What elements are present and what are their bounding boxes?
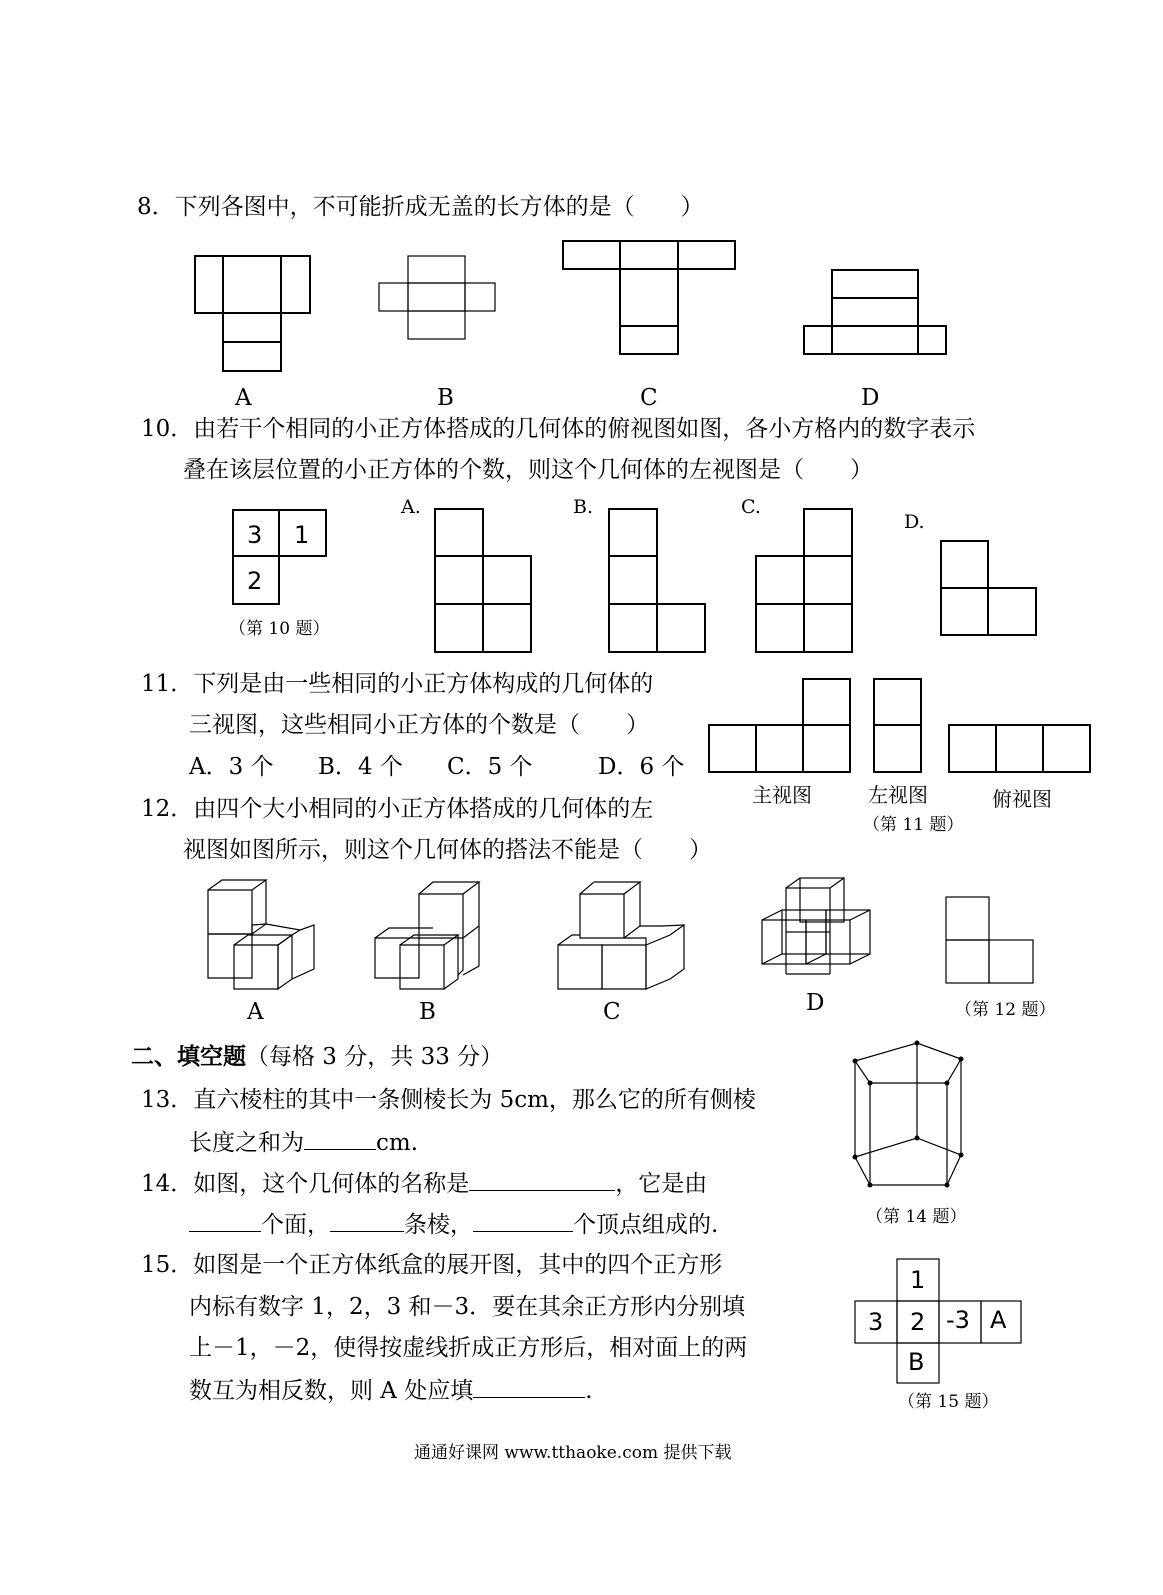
q14-prefix: 14．如图，这个几何体的名称是 [141,1171,470,1197]
q10-question-line1: 10．由若干个相同的小正方体搭成的几何体的俯视图如图，各小方格内的数字表示 [141,416,976,442]
q10-option-c-label: C. [741,496,761,518]
q12-question-line1: 12．由四个大小相同的小正方体搭成的几何体的左 [141,796,654,822]
q10-option-d-label: D. [904,511,925,533]
q15-net-label-neg3: -3 [946,1306,970,1334]
q12-option-d-label: D [806,990,825,1016]
q11-top-view-label: 俯视图 [992,787,1052,811]
q11-top-view [949,725,1090,772]
q8-option-a-label: A [235,385,252,411]
q14-name-blank[interactable] [469,1168,615,1191]
q12-option-c-cubes [558,882,684,989]
q8-net-d [804,270,946,354]
q13-question-line1: 13．直六棱柱的其中一条侧棱长为 5cm，那么它的所有侧棱 [141,1087,756,1113]
q14-part3: 个顶点组成的. [573,1212,719,1238]
q15-net-label-a: A [990,1306,1007,1334]
q10-grid-number-3: 3 [247,521,263,549]
section2-heading [131,1042,503,1072]
q10-caption: （第 10 题） [229,619,330,639]
q15-caption: （第 15 题） [898,1392,999,1412]
q8-question: 8．下列各图中，不可能折成无盖的长方体的是（ ） [137,194,704,220]
q14-part1: 个面， [261,1212,330,1238]
q10-option-a-view [435,509,531,652]
q10-option-b-view [609,509,705,652]
q10-grid-number-1: 1 [294,521,310,549]
q11-choice-b: B．4 个 [318,754,403,780]
q8-net-b [379,256,495,339]
q11-choice-a: A．3 个 [189,754,274,780]
q10-question-line2: 叠在该层位置的小正方体的个数，则这个几何体的左视图是（ ） [183,457,873,483]
q10-option-c-view [756,509,852,652]
q12-option-a-cubes [208,880,314,989]
q12-option-a-label: A [247,999,264,1025]
q14-pentagonal-prism [853,1041,964,1188]
q15-net-label-1: 1 [910,1266,926,1294]
q10-grid-number-2: 2 [247,567,263,595]
q14-suffix: ，它是由 [615,1171,708,1197]
q13-prefix: 长度之和为 [189,1130,304,1156]
q11-left-view-label: 左视图 [868,783,928,807]
footer-source: 通通好课网 www.tthaoke.com 提供下载 [414,1443,732,1463]
q10-option-a-label: A. [401,496,421,518]
section2-title: 二、填空题 [131,1043,246,1070]
q12-option-c-label: C [603,999,621,1025]
q8-option-d-label: D [861,385,880,411]
q15-suffix: . [585,1378,593,1404]
q11-left-view [874,679,921,772]
q12-option-b-label: B [419,999,436,1025]
q15-question-line4 [189,1375,593,1406]
q14-question-line1 [141,1168,707,1199]
section2-note: （每格 3 分，共 33 分） [246,1044,504,1070]
q15-net-label-2: 2 [910,1308,926,1336]
q15-net-label-b: B [908,1348,925,1376]
q14-question-line2 [189,1209,718,1240]
q12-question-line2: 视图如图所示，则这个几何体的搭法不能是（ ） [183,837,712,863]
q12-option-d-wireframe [762,878,870,974]
q11-caption: （第 11 题） [863,815,964,835]
q11-choice-d: D．6 个 [598,754,685,780]
q8-net-a [195,256,310,371]
q11-question-line2: 三视图，这些相同小正方体的个数是（ ） [189,712,649,738]
q12-caption: （第 12 题） [955,1000,1056,1020]
q8-option-b-label: B [437,385,454,411]
q14-part2: 条棱， [404,1212,473,1238]
q8-net-c [563,241,735,354]
q8-option-c-label: C [640,385,658,411]
q12-option-b-cubes [375,882,479,989]
q12-left-view [946,897,1033,983]
q15-question-line3: 上－1，－2，使得按虚线折成正方形后，相对面上的两 [189,1335,748,1361]
q11-front-view-label: 主视图 [752,783,812,807]
q14-edges-blank[interactable] [330,1209,404,1232]
q15-net-label-3: 3 [868,1308,884,1336]
q15-answer-blank[interactable] [473,1375,585,1398]
q14-faces-blank[interactable] [189,1209,261,1232]
q13-question-line2 [189,1127,418,1158]
q10-option-b-label: B. [573,496,594,518]
q11-question-line1: 11．下列是由一些相同的小正方体构成的几何体的 [141,671,654,697]
q14-caption: （第 14 题） [866,1207,967,1227]
q13-suffix: cm. [376,1130,419,1156]
q15-question-line1: 15．如图是一个正方体纸盒的展开图，其中的四个正方形 [141,1252,723,1278]
q13-answer-blank[interactable] [304,1127,376,1150]
q14-vertices-blank[interactable] [473,1209,573,1232]
q11-choice-c: C．5 个 [447,754,533,780]
q11-front-view [709,679,850,772]
q15-question-line2: 内标有数字 1，2，3 和－3．要在其余正方形内分别填 [189,1294,746,1320]
q10-option-d-view [941,541,1036,635]
q15-prefix: 数互为相反数，则 A 处应填 [189,1378,474,1404]
